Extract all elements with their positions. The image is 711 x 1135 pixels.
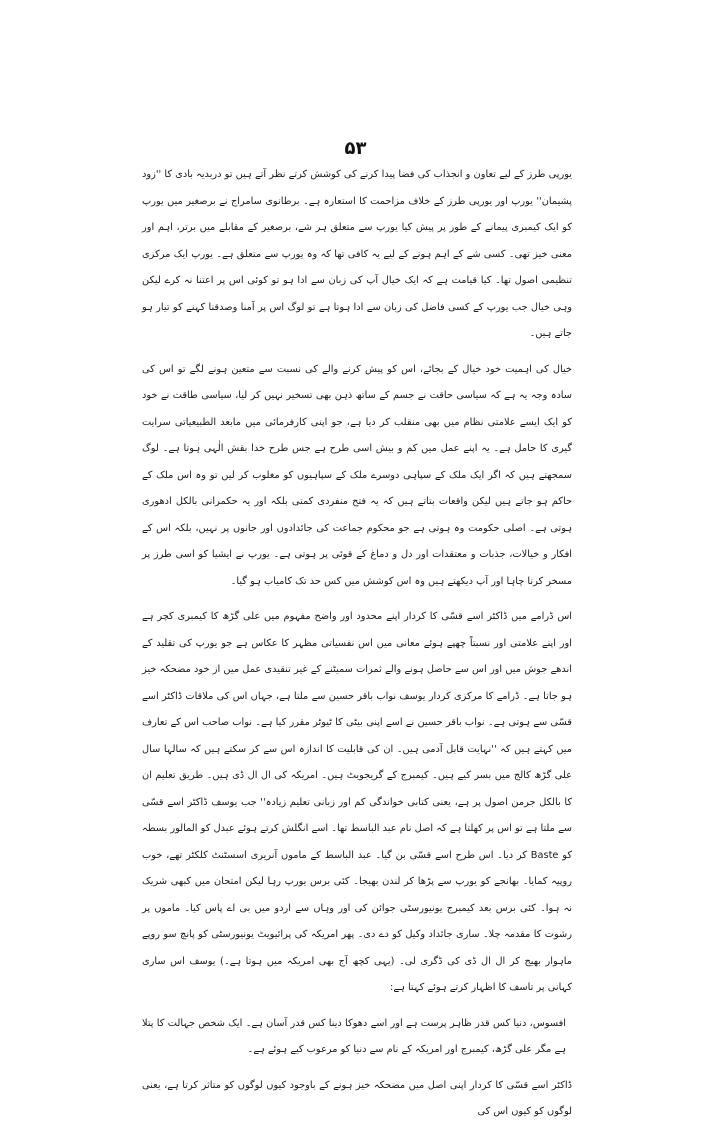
paragraph-2: خیال کی اہمیت خود خیال کے بجائے، اس کو پیش کرنے والے کی نسبت سے متعین ہونے لگے تو اس کی سادہ وجہ یہ ہے کہ سیاسی حاقت نے جسم کے ساتھ ذہن بھی تسخیر نہیں کر لیا، سیاسی طاقت نے خود کو ایک ایسے علامتی نظام میں بھی منقلب کر دیا ہے، جو اپنی کارفرمائی میں مابعد الطبیعیاتی سرایت گیری کا حامل ہے۔ یہ اپنے عمل میں کم و بیش اسی طرح ہے جس طرح خدا بقش الٰہی ہوتا ہے۔ لوگ سمجھتے ہیں کہ اگر ایک ملک کے سپاہی دوسرے ملک کے سپاہیوں کو مغلوب کر لیں تو وہ اس ملک کے حاکم ہو جاتے ہیں لیکن واقعات بتاتے ہیں کہ یہ فتح منفردی کمتی بلکہ اور یہ حکمرانی بالکل ادھوری ہوتی ہے۔ اصلی حکومت وہ ہوتی ہے جو محکوم جماعت کی جائدادوں اور جانوں پر نہیں، بلکہ اس کے افکار و خیالات، جذبات و معتقدات اور دل و دماغ کے قوئی پر ہوتی ہے۔ یورپ نے ایشیا کو اسی طرز پر مسخر کرنا چاہا اور آپ دیکھتے ہیں وہ اس کوشش میں کس حد تک کامیاب ہو گیا۔ bbox=[142, 363, 572, 587]
body-text bbox=[142, 162, 572, 1135]
paragraph-3: اس ڈرامے میں ڈاکٹر اسے قسّی کا کردار اپنے محدود اور واضح مفہوم میں علی گڑھ کا کیمبری کچر ہے اور اپنے علامتی اور نسبتاً چھپے ہوئے معانی میں اس نفسیاتی مظہر کا عکاس ہے جو یورپ کی تقلید کے اندھے جوش میں اور اس سے حاصل ہونے والے ثمرات سمیٹنے کے غیر تنقیدی عمل میں از خود مضحکہ خیز ہو جاتا ہے۔ ڈرامے کا مرکزی کردار یوسف نواب باقر حسین سے ملتا ہے، جہاں اس کی ملاقات ڈاکٹر اسے قسّی سے ہوتی ہے۔ نواب باقر حسین نے اسے اپنی بیٹی کا ٹیوٹر مقرر کیا ہے۔ نواب صاحب اس کے تعارف میں کہتے ہیں کہ ''نہایت قابل آدمی ہیں۔ ان کی قابلیت کا اندازہ اس سے کر سکتے ہیں کہ سالہا سال علی گڑھ کالج میں بسر کیے ہیں۔ کیمبرج کے گریجویٹ ہیں۔ امریکہ کی ال ال ڈی ہیں۔ طریق تعلیم ان کا بالکل جرمن اصول پر ہے، یعنی کتابی خواندگی کم اور زبانی تعلیم زیادہ'' جب یوسف ڈاکٹر اسے قسّی سے ملتا ہے تو اس پر کھلتا ہے کہ اصل نام عبد الباسط تھا۔ اسے انگلش کرتے ہوئے عبدل کو المالور بسطہ کو Baste کر دیا۔ اس طرح اسے قسّی بن گیا۔ عبد الباسط کے ماموں آنریری اسسٹنٹ کلکٹر تھے، خوب روپیہ کمایا۔ بھانجے کو یورپ سے پڑھا کر لندن بھیجا۔ کئی برس یورپ رہا لیکن امتحان میں کبھی شریک نہ ہوا۔ کئی برس بعد کیمبرج یونیورسٹی جوائن کی اور وہاں سے اردو میں بی اے پاس کیا۔ ماموں پر رشوت کا مقدمہ چلا۔ ساری جائداد وکیل کو دے دی۔ پھر امریکہ کی پرائیویٹ یونیورسٹی کو پانچ سو روپے ماہوار بھیج کر ال ال ڈی کی ڈگری لی۔ (یہی کچھ آج بھی امریکہ میں ہوتا ہے۔) یوسف اس ساری کہانی پر تاسف کا اظہار کرتے ہوئے کہتا ہے: bbox=[142, 611, 572, 993]
page-number: ۵۳ bbox=[344, 138, 367, 159]
paragraph-1: یورپی طرز کے لیے تعاون و انجذاب کی فضا پیدا کرنے کی کوشش کرتے نظر آتے ہیں تو دربدیہ بادی کا ''زود پشیمان'' یورپ اور یورپی طرز کے خلاف مزاحمت کا استعارہ ہے۔ برطانوی سامراج نے برصغیر میں یورپ کو ایک کیمبری پیمانے کے طور پر پیش کیا یورپ سے متعلق ہر شے، برصغیر کے مقابلے میں برتر، اہم اور معنی خیز تھی۔ کسی شے کے اہم ہونے کے لیے یہ کافی تھا کہ وہ یورپ سے متعلق ہے۔ یورپ ایک مرکزی تنظیمی اصول تھا۔ کیا قیامت ہے کہ ایک خیال آپ کی زبان سے ادا ہو تو کوئی اس پر اعتنا نہ کرے لیکن وہی خیال جب یورپ کے کسی فاضل کی زبان سے ادا ہوتا ہے تو لوگ اس پر آمنا وصدقنا کہنے کو تیار ہو جاتے ہیں۔ bbox=[142, 169, 572, 339]
block-quote: افسوس، دنیا کس قدر ظاہر پرست ہے اور اسے دھوکا دینا کس قدر آسان ہے۔ ایک شخص جہالت کا پتلا ہے مگر علی گڑھ، کیمبرج اور امریکہ کے نام سے دنیا کو مرعوب کیے ہوئے ہے۔ bbox=[142, 1017, 566, 1055]
closing-paragraph: ڈاکٹر اسے قسّی کا کردار اپنی اصل میں مضحکہ خیز ہونے کے باوجود کیوں لوگوں کو متاثر کرتا ہے، یعنی لوگوں کو کیوں اس کی bbox=[142, 1079, 572, 1117]
